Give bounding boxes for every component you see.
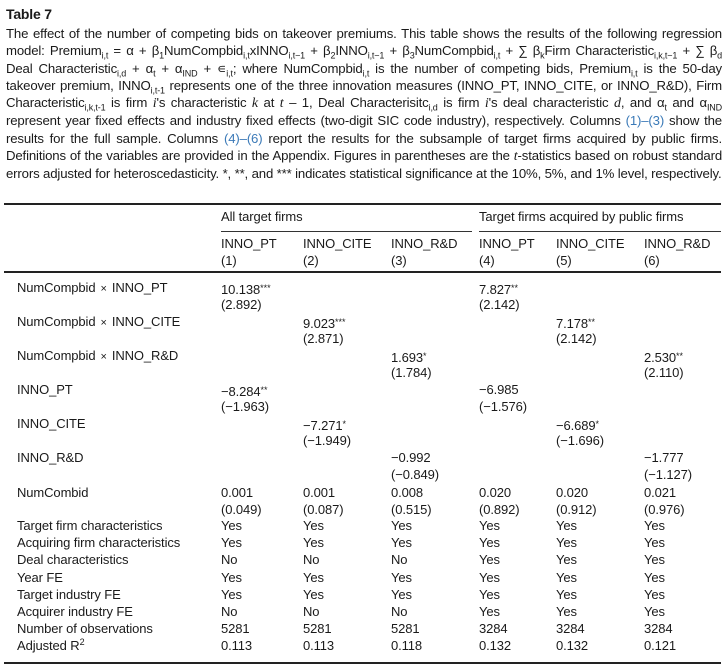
control-cell: Yes (556, 518, 577, 533)
control-cell: Yes (221, 535, 242, 551)
significance-stars: * (342, 419, 347, 429)
column-number-header: (2) (303, 253, 319, 268)
column-measure-header: INNO_CITE (556, 236, 625, 251)
significance-stars: ** (676, 351, 684, 361)
control-cell: Yes (644, 586, 665, 602)
control-cell: Yes (644, 552, 665, 568)
t-statistic-cell: (2.110) (644, 365, 684, 380)
control-cell: Yes (556, 569, 577, 585)
coefficient-value: 7.178 (556, 316, 589, 331)
control-cell: Yes (391, 569, 412, 585)
r2-cell: 0.121 (644, 638, 677, 654)
t-statistic-cell: (−1.963) (221, 399, 269, 414)
t-statistic-cell: (0.049) (221, 502, 262, 517)
row-label: Year FE (17, 569, 63, 585)
row-label (17, 638, 85, 654)
row-label-part: × (100, 351, 107, 363)
control-cell: Yes (556, 552, 577, 568)
coefficient-cell: 0.021 (644, 485, 677, 500)
row-label (17, 348, 178, 365)
row-label: Deal characteristics (17, 552, 129, 568)
column-number-header: (1) (221, 253, 237, 268)
significance-stars: ** (260, 385, 268, 395)
coefficient-cell (644, 450, 684, 466)
significance-stars: ** (588, 317, 596, 327)
coefficient-value: −8.284 (221, 384, 261, 399)
significance-stars: * (595, 419, 600, 429)
row-label-part: INNO_R&D (111, 348, 179, 363)
t-statistic-cell: (1.784) (391, 365, 432, 380)
control-cell: 5281 (391, 621, 420, 637)
t-statistic-cell: (2.871) (303, 331, 344, 346)
row-label: Target industry FE (17, 586, 121, 602)
columns-4-6-link[interactable]: (4)–(6) (223, 130, 263, 146)
coefficient-value: −6.689 (556, 418, 596, 433)
control-cell: Yes (644, 569, 665, 585)
control-cell: 5281 (221, 621, 250, 637)
control-cell: Yes (221, 586, 242, 602)
coefficient-value: 1.693 (391, 350, 424, 365)
control-cell: 5281 (303, 621, 332, 637)
column-measure-header: INNO_CITE (303, 236, 372, 251)
table-top-rule (4, 203, 721, 205)
control-cell: Yes (303, 518, 324, 533)
column-measure-header: INNO_R&D (644, 236, 711, 251)
coefficient-value: 7.827 (479, 282, 512, 297)
control-cell: Yes (479, 604, 500, 619)
control-cell: Yes (391, 518, 412, 533)
t-statistic-cell: (0.087) (303, 502, 344, 517)
row-label-text: Adjusted R (17, 638, 80, 654)
coefficient-value: 2.530 (644, 350, 677, 365)
control-cell: Yes (303, 535, 324, 551)
r2-cell: 0.132 (479, 638, 512, 654)
r2-cell: 0.132 (556, 638, 589, 654)
control-cell: Yes (556, 535, 577, 551)
control-cell: Yes (556, 586, 577, 602)
row-label: Number of observations (17, 621, 153, 637)
control-cell: Yes (644, 604, 665, 619)
control-cell: Yes (644, 535, 665, 551)
control-cell: No (303, 552, 320, 568)
control-cell: 3284 (644, 621, 673, 637)
coefficient-cell (644, 348, 683, 366)
control-cell: No (303, 604, 320, 619)
coefficient-cell (303, 314, 346, 332)
row-label-part: × (100, 317, 107, 329)
table-header-rule (4, 271, 721, 273)
row-label: INNO_CITE (17, 416, 86, 431)
coefficient-cell: 0.020 (479, 485, 512, 500)
group-header-public-acquirers: Target firms acquired by public firms (479, 209, 684, 224)
coefficient-cell (479, 280, 518, 298)
row-label: NumCombid (17, 485, 89, 500)
column-measure-header: INNO_R&D (391, 236, 458, 251)
t-statistic-cell: (−0.849) (391, 467, 439, 482)
coefficient-cell: 0.001 (221, 485, 254, 500)
coefficient-value: −1.777 (644, 450, 684, 465)
control-cell: Yes (479, 569, 500, 585)
coefficient-value: 10.138 (221, 282, 261, 297)
table-label: Table 7 (6, 6, 52, 22)
group-header-all-target-firms: All target firms (221, 209, 303, 224)
row-label-part: INNO_CITE (111, 314, 181, 329)
t-statistic-cell: (0.515) (391, 502, 432, 517)
row-label (17, 314, 180, 331)
control-cell: Yes (556, 604, 577, 619)
significance-stars: ** (511, 283, 519, 293)
row-label-part: × (100, 283, 107, 295)
control-cell: Yes (391, 535, 412, 551)
control-cell: Yes (479, 586, 500, 602)
control-cell: No (391, 604, 408, 619)
table-caption (6, 25, 722, 183)
control-cell: Yes (221, 569, 242, 585)
significance-stars: * (423, 351, 427, 361)
t-statistic-cell: (−1.576) (479, 399, 527, 414)
control-cell: Yes (391, 586, 412, 602)
t-statistic-cell: (0.892) (479, 502, 520, 517)
row-label: INNO_PT (17, 382, 73, 397)
coefficient-cell (303, 416, 346, 434)
coefficient-value: −0.992 (391, 450, 431, 465)
caption-intro: The effect of the number of competing bids on takeover premiums. This table shows the results of the following regression model: (6, 26, 722, 59)
coefficient-cell: 0.020 (556, 485, 589, 500)
control-cell: No (221, 604, 238, 619)
t-statistic-cell: (0.976) (644, 502, 685, 517)
row-label: Target firm characteristics (17, 518, 163, 533)
t-statistic-cell: (−1.696) (556, 433, 604, 448)
significance-stars: *** (335, 317, 346, 327)
group-underline-all (221, 231, 472, 232)
control-cell: Yes (303, 569, 324, 585)
t-statistic-cell: (−1.949) (303, 433, 351, 448)
column-number-header: (5) (556, 253, 572, 268)
control-cell: 3284 (479, 621, 508, 637)
column-number-header: (3) (391, 253, 407, 268)
coefficient-cell (391, 348, 427, 366)
row-label: Acquiring firm characteristics (17, 535, 181, 551)
column-measure-header: INNO_PT (479, 236, 535, 251)
row-label-part: NumCompbid (17, 280, 96, 295)
control-cell: Yes (479, 552, 500, 568)
row-label: INNO_R&D (17, 450, 84, 465)
control-cell: Yes (479, 535, 500, 551)
coefficient-cell (556, 416, 599, 434)
variable-definitions: where NumCompbid$_{i,t}$ is the number of competing bids, Premium$_{i,t}$ is the 50-day takeover premium, $INNO_{i,t-1}$ represents one of the three innovation measures (INNO_PT, INNO_CITE, or INNO_R&D), Firm Characteristic$_{i,k,t-1}$ is firm i's characteristic k at t – 1, Deal Characterisitc$_{i,d}$ is firm i's deal characteristic d, and $\alpha_t$ and $\alpha_{IND}$ represent year fixed effects and industry fixed effects (two-digit SIC code industry), respectively. Columns (1)–(3) show the results for the full sample. Columns (4)–(6) report the results for the subsample of target firms acquired by public firms. Definitions of the variables are provided in the Appendix. Figures in parentheses are the t-statistics based on robust standard errors adjusted for heteroscedasticity. *, **, and *** indicates statistical significance at the 10%, 5%, and 1% level, respectively. (6, 60, 723, 182)
t-statistic-cell: (−1.127) (644, 467, 692, 482)
row-label: Acquirer industry FE (17, 604, 133, 619)
coefficient-cell: 0.001 (303, 485, 336, 500)
control-cell: 3284 (556, 621, 585, 637)
t-statistic-cell: (2.892) (221, 297, 262, 312)
coefficient-value: −7.271 (303, 418, 343, 433)
t-statistic-cell: (2.142) (479, 297, 520, 312)
significance-stars: *** (260, 283, 271, 293)
column-measure-header: INNO_PT (221, 236, 277, 251)
columns-1-3-link[interactable]: (1)–(3) (625, 113, 665, 129)
t-statistic-cell: (2.142) (556, 331, 597, 346)
coefficient-cell (556, 314, 595, 332)
row-label-part: NumCompbid (17, 348, 96, 363)
column-number-header: (4) (479, 253, 495, 268)
coefficient-value: 9.023 (303, 316, 336, 331)
control-cell: Yes (221, 518, 242, 533)
coefficient-cell (221, 280, 271, 298)
coefficient-cell (479, 382, 519, 398)
coefficient-value: −6.985 (479, 382, 519, 397)
table-bottom-rule (4, 662, 721, 664)
control-cell: No (391, 552, 408, 568)
r2-cell: 0.118 (391, 638, 423, 654)
column-number-header: (6) (644, 253, 660, 268)
coefficient-cell (221, 382, 268, 400)
regression-model: Premium$_{i,t}$ = $\alpha + \beta_1NumCompbid_{i,t}xINNO_{i,t-1}$ + $\beta_2INNO_{i,t-1}$ + $\beta_3NumCompbid_{i,t}$ + ∑ $\beta_kFirm$ Characteristic$_{i,k,t-1}$ + ∑ $\beta_d$ Deal Characteristic$_{i,d}$ + $\alpha_t + \alpha_{IND}$ + $∊_{i,t}$; (6, 43, 723, 79)
row-label (17, 280, 167, 297)
control-cell: Yes (644, 518, 665, 533)
coefficient-cell: 0.008 (391, 485, 424, 500)
r2-cell: 0.113 (221, 638, 253, 654)
r2-cell: 0.113 (303, 638, 335, 654)
coefficient-cell (391, 450, 431, 466)
control-cell: Yes (303, 586, 324, 602)
row-label-part: NumCompbid (17, 314, 96, 329)
control-cell: No (221, 552, 238, 568)
control-cell: Yes (479, 518, 500, 533)
row-label-part: INNO_PT (111, 280, 168, 295)
group-underline-public (479, 231, 721, 232)
t-statistic-cell: (0.912) (556, 502, 597, 517)
superscript: 2 (79, 637, 85, 648)
